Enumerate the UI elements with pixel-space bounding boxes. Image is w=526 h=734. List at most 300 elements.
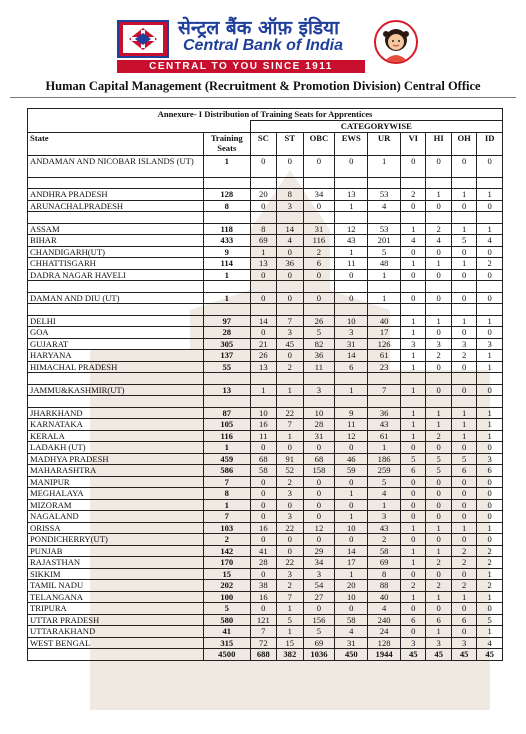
category-cell: 0 <box>401 200 426 212</box>
category-cell: 0 <box>451 269 476 281</box>
category-cell: 4 <box>401 235 426 247</box>
category-cell: 1 <box>277 430 303 442</box>
col-header-hi: HI <box>426 132 451 155</box>
category-cell: 0 <box>277 292 303 304</box>
state-cell: UTTAR PRADESH <box>28 614 204 626</box>
state-cell <box>28 212 204 224</box>
category-cell: 31 <box>303 430 335 442</box>
category-cell: 1 <box>477 223 503 235</box>
category-cell: 0 <box>426 488 451 500</box>
category-cell: 1 <box>451 430 476 442</box>
table-row <box>28 246 503 258</box>
category-cell <box>401 304 426 316</box>
category-cell: 3 <box>277 200 303 212</box>
table-row <box>28 580 503 592</box>
category-cell: 43 <box>368 522 401 534</box>
table-row <box>28 338 503 350</box>
category-cell: 10 <box>335 315 368 327</box>
state-cell: ANDAMAN AND NICOBAR ISLANDS (UT) <box>28 155 204 177</box>
seats-cell <box>203 373 250 385</box>
categorywise-header: CATEGORYWISE <box>250 121 502 133</box>
category-cell: 0 <box>477 603 503 615</box>
category-cell: 34 <box>303 189 335 201</box>
category-cell: 0 <box>451 626 476 638</box>
seats-cell: 9 <box>203 246 250 258</box>
category-cell: 0 <box>277 350 303 362</box>
category-cell: 5 <box>368 476 401 488</box>
state-cell <box>28 281 204 293</box>
column-header-row <box>28 132 503 155</box>
state-cell <box>28 177 204 189</box>
category-cell: 14 <box>250 315 276 327</box>
seats-cell: 87 <box>203 407 250 419</box>
category-cell <box>451 373 476 385</box>
category-cell <box>401 177 426 189</box>
seats-cell: 118 <box>203 223 250 235</box>
category-cell: 1 <box>335 246 368 258</box>
category-cell <box>277 177 303 189</box>
state-cell: JAMMU&KASHMIR(UT) <box>28 384 204 396</box>
total-category-cell: 45 <box>401 649 426 661</box>
state-cell: DADRA NAGAR HAVELI <box>28 269 204 281</box>
spacer-row <box>28 304 503 316</box>
category-cell: 88 <box>368 580 401 592</box>
category-cell: 72 <box>250 637 276 649</box>
category-cell <box>335 177 368 189</box>
category-cell <box>401 281 426 293</box>
category-cell <box>250 177 276 189</box>
category-cell: 43 <box>368 419 401 431</box>
category-cell: 11 <box>303 361 335 373</box>
category-cell: 36 <box>303 350 335 362</box>
category-cell: 22 <box>277 522 303 534</box>
category-cell <box>303 177 335 189</box>
state-cell: KARNATAKA <box>28 419 204 431</box>
category-cell: 6 <box>451 465 476 477</box>
state-cell: PUNJAB <box>28 545 204 557</box>
category-cell: 10 <box>335 522 368 534</box>
category-cell: 0 <box>477 327 503 339</box>
category-cell: 2 <box>401 580 426 592</box>
category-cell: 3 <box>426 637 451 649</box>
category-cell: 1 <box>426 407 451 419</box>
seats-cell: 202 <box>203 580 250 592</box>
seats-cell: 1 <box>203 442 250 454</box>
col-header-vi: VI <box>401 132 426 155</box>
category-cell: 2 <box>277 361 303 373</box>
category-cell: 0 <box>303 603 335 615</box>
category-cell: 12 <box>335 430 368 442</box>
category-cell: 0 <box>451 200 476 212</box>
category-cell: 1 <box>401 430 426 442</box>
category-cell: 1 <box>477 626 503 638</box>
title-divider <box>10 97 516 98</box>
category-cell: 1 <box>401 591 426 603</box>
category-cell <box>426 177 451 189</box>
category-cell: 1 <box>401 384 426 396</box>
category-cell: 29 <box>303 545 335 557</box>
category-cell: 0 <box>451 499 476 511</box>
category-cell: 16 <box>250 419 276 431</box>
cbi-logo-icon <box>117 20 169 58</box>
category-cell: 1 <box>401 407 426 419</box>
state-cell: ARUNACHALPRADESH <box>28 200 204 212</box>
category-cell: 5 <box>401 453 426 465</box>
category-cell: 1 <box>451 189 476 201</box>
category-cell: 3 <box>277 511 303 523</box>
category-cell: 3 <box>426 338 451 350</box>
col-header-oh: OH <box>451 132 476 155</box>
state-cell: KERALA <box>28 430 204 442</box>
category-cell: 9 <box>335 407 368 419</box>
category-cell: 1 <box>335 384 368 396</box>
category-cell <box>335 396 368 408</box>
category-cell: 0 <box>401 626 426 638</box>
category-cell <box>368 304 401 316</box>
category-cell: 0 <box>451 361 476 373</box>
category-cell: 0 <box>401 603 426 615</box>
category-cell: 0 <box>426 327 451 339</box>
category-cell: 2 <box>477 545 503 557</box>
category-cell: 1 <box>401 315 426 327</box>
seats-cell: 1 <box>203 155 250 177</box>
category-cell <box>303 304 335 316</box>
state-cell: MANIPUR <box>28 476 204 488</box>
spacer-row <box>28 281 503 293</box>
category-cell: 1 <box>451 419 476 431</box>
category-cell: 5 <box>277 614 303 626</box>
category-cell: 26 <box>250 350 276 362</box>
category-cell <box>250 304 276 316</box>
category-cell: 1 <box>368 269 401 281</box>
state-cell: WEST BENGAL <box>28 637 204 649</box>
category-cell: 1 <box>426 626 451 638</box>
col-header-st: ST <box>277 132 303 155</box>
state-cell: TELANGANA <box>28 591 204 603</box>
category-cell: 0 <box>401 246 426 258</box>
category-cell: 0 <box>477 442 503 454</box>
category-cell: 1 <box>368 155 401 177</box>
category-cell: 2 <box>477 258 503 270</box>
category-cell <box>250 281 276 293</box>
letterhead <box>0 0 526 75</box>
category-cell: 1 <box>451 407 476 419</box>
state-cell: RAJASTHAN <box>28 557 204 569</box>
category-cell: 31 <box>335 637 368 649</box>
header-spacer-cell <box>28 121 251 133</box>
category-cell <box>477 281 503 293</box>
category-cell: 1 <box>477 591 503 603</box>
category-cell: 2 <box>368 534 401 546</box>
category-cell: 0 <box>477 476 503 488</box>
category-cell: 68 <box>250 453 276 465</box>
table-row <box>28 626 503 638</box>
category-cell: 2 <box>277 476 303 488</box>
category-cell: 2 <box>451 557 476 569</box>
category-cell: 0 <box>335 534 368 546</box>
category-cell: 58 <box>335 614 368 626</box>
category-cell: 22 <box>277 407 303 419</box>
category-cell: 12 <box>335 223 368 235</box>
category-cell: 54 <box>303 580 335 592</box>
category-cell: 259 <box>368 465 401 477</box>
state-cell: MEGHALAYA <box>28 488 204 500</box>
category-cell: 1 <box>401 522 426 534</box>
table-row <box>28 465 503 477</box>
category-cell: 0 <box>426 155 451 177</box>
category-cell: 0 <box>250 155 276 177</box>
table-row <box>28 568 503 580</box>
state-cell: ANDHRA PRADESH <box>28 189 204 201</box>
category-cell: 0 <box>451 442 476 454</box>
category-cell: 3 <box>401 637 426 649</box>
total-category-cell: 450 <box>335 649 368 661</box>
category-cell: 5 <box>303 327 335 339</box>
category-cell: 0 <box>250 200 276 212</box>
category-cell: 41 <box>250 545 276 557</box>
category-cell: 2 <box>477 557 503 569</box>
category-cell: 1 <box>477 430 503 442</box>
category-cell <box>401 396 426 408</box>
seats-cell <box>203 281 250 293</box>
category-cell: 1 <box>368 442 401 454</box>
category-cell: 0 <box>303 200 335 212</box>
category-cell: 1 <box>426 189 451 201</box>
category-cell: 0 <box>401 488 426 500</box>
category-cell: 43 <box>335 235 368 247</box>
total-category-cell: 382 <box>277 649 303 661</box>
category-cell: 68 <box>303 453 335 465</box>
seats-cell: 170 <box>203 557 250 569</box>
category-cell: 28 <box>303 419 335 431</box>
category-cell: 12 <box>303 522 335 534</box>
category-cell: 1 <box>401 361 426 373</box>
total-category-cell: 1036 <box>303 649 335 661</box>
category-cell: 3 <box>303 568 335 580</box>
category-cell: 69 <box>250 235 276 247</box>
category-cell: 2 <box>426 580 451 592</box>
state-cell: MAHARASHTRA <box>28 465 204 477</box>
state-cell <box>28 396 204 408</box>
seats-cell: 2 <box>203 534 250 546</box>
category-cell: 0 <box>250 499 276 511</box>
category-cell <box>477 212 503 224</box>
category-cell: 0 <box>277 499 303 511</box>
table-row <box>28 315 503 327</box>
category-cell: 40 <box>368 315 401 327</box>
category-cell: 3 <box>477 338 503 350</box>
category-cell: 0 <box>401 511 426 523</box>
category-cell: 3 <box>277 488 303 500</box>
category-cell: 0 <box>451 568 476 580</box>
category-cell: 0 <box>277 155 303 177</box>
category-cell: 0 <box>426 499 451 511</box>
category-cell: 4 <box>477 637 503 649</box>
state-cell: DELHI <box>28 315 204 327</box>
state-cell: BIHAR <box>28 235 204 247</box>
category-cell: 1 <box>401 350 426 362</box>
category-cell: 4 <box>368 603 401 615</box>
category-cell: 0 <box>335 155 368 177</box>
table-row <box>28 384 503 396</box>
category-cell: 53 <box>368 189 401 201</box>
category-cell <box>477 396 503 408</box>
mascot-girl-icon <box>374 20 418 64</box>
state-cell: ASSAM <box>28 223 204 235</box>
category-cell: 0 <box>426 292 451 304</box>
category-cell <box>335 373 368 385</box>
category-cell <box>277 304 303 316</box>
category-cell: 4 <box>368 200 401 212</box>
category-cell: 0 <box>401 155 426 177</box>
category-cell: 1 <box>277 603 303 615</box>
category-cell: 1 <box>426 591 451 603</box>
seats-cell: 105 <box>203 419 250 431</box>
category-cell: 0 <box>426 442 451 454</box>
state-cell: GUJARAT <box>28 338 204 350</box>
category-cell: 0 <box>250 327 276 339</box>
state-cell: CHANDIGARH(UT) <box>28 246 204 258</box>
category-cell: 1 <box>426 545 451 557</box>
state-cell: SIKKIM <box>28 568 204 580</box>
category-cell: 28 <box>250 557 276 569</box>
category-cell: 0 <box>451 476 476 488</box>
category-cell: 0 <box>451 488 476 500</box>
category-cell: 1 <box>477 189 503 201</box>
category-cell: 4 <box>277 235 303 247</box>
seats-cell: 28 <box>203 327 250 339</box>
table-row <box>28 327 503 339</box>
state-cell: CHHATTISGARH <box>28 258 204 270</box>
category-cell: 0 <box>451 327 476 339</box>
table-row <box>28 522 503 534</box>
table-row <box>28 200 503 212</box>
state-cell: NAGALAND <box>28 511 204 523</box>
table-row <box>28 292 503 304</box>
category-cell: 27 <box>303 591 335 603</box>
category-cell: 48 <box>368 258 401 270</box>
category-cell: 24 <box>368 626 401 638</box>
category-cell: 14 <box>335 545 368 557</box>
category-cell: 128 <box>368 637 401 649</box>
category-cell: 0 <box>451 246 476 258</box>
category-cell <box>303 396 335 408</box>
category-cell: 6 <box>477 465 503 477</box>
category-cell: 17 <box>368 327 401 339</box>
total-category-cell: 688 <box>250 649 276 661</box>
category-cell: 158 <box>303 465 335 477</box>
category-cell <box>335 212 368 224</box>
category-cell: 58 <box>368 545 401 557</box>
table-row <box>28 442 503 454</box>
category-cell: 0 <box>303 488 335 500</box>
category-cell: 0 <box>401 476 426 488</box>
category-cell: 0 <box>426 603 451 615</box>
category-cell: 1 <box>451 258 476 270</box>
seats-cell: 100 <box>203 591 250 603</box>
category-cell: 8 <box>277 189 303 201</box>
seats-cell: 55 <box>203 361 250 373</box>
category-cell: 31 <box>303 223 335 235</box>
category-cell: 2 <box>277 580 303 592</box>
category-cell <box>426 281 451 293</box>
category-cell <box>335 304 368 316</box>
state-cell <box>28 304 204 316</box>
category-cell: 201 <box>368 235 401 247</box>
seats-cell <box>203 304 250 316</box>
state-cell: DAMAN AND DIU (UT) <box>28 292 204 304</box>
state-cell: TRIPURA <box>28 603 204 615</box>
category-cell: 2 <box>426 350 451 362</box>
category-cell: 0 <box>335 442 368 454</box>
table-row <box>28 361 503 373</box>
state-cell: TAMIL NADU <box>28 580 204 592</box>
category-cell: 10 <box>303 407 335 419</box>
category-cell: 6 <box>451 614 476 626</box>
category-cell: 0 <box>477 200 503 212</box>
category-cell: 58 <box>250 465 276 477</box>
category-cell: 7 <box>250 626 276 638</box>
category-cell: 1 <box>426 258 451 270</box>
category-cell: 20 <box>250 189 276 201</box>
category-cell: 1 <box>477 568 503 580</box>
spacer-row <box>28 212 503 224</box>
category-cell: 59 <box>335 465 368 477</box>
category-cell: 0 <box>426 246 451 258</box>
category-cell <box>277 212 303 224</box>
state-cell: MADHYA PRADESH <box>28 453 204 465</box>
category-cell: 26 <box>303 315 335 327</box>
category-cell: 3 <box>451 338 476 350</box>
category-cell: 3 <box>401 338 426 350</box>
category-cell <box>368 177 401 189</box>
category-cell: 0 <box>303 476 335 488</box>
category-cell: 1 <box>401 327 426 339</box>
state-cell: GOA <box>28 327 204 339</box>
category-cell: 1 <box>401 258 426 270</box>
category-cell: 0 <box>451 292 476 304</box>
category-cell: 1 <box>401 545 426 557</box>
category-cell: 14 <box>277 223 303 235</box>
table-row <box>28 407 503 419</box>
category-cell: 36 <box>277 258 303 270</box>
category-cell: 15 <box>277 637 303 649</box>
category-cell: 16 <box>250 522 276 534</box>
category-cell: 1 <box>451 223 476 235</box>
category-cell: 156 <box>303 614 335 626</box>
category-cell: 3 <box>477 453 503 465</box>
seats-cell: 1 <box>203 499 250 511</box>
category-cell: 1 <box>477 361 503 373</box>
category-cell: 1 <box>335 488 368 500</box>
category-cell: 0 <box>303 511 335 523</box>
table-row <box>28 557 503 569</box>
table-row <box>28 591 503 603</box>
category-cell: 186 <box>368 453 401 465</box>
table-row <box>28 223 503 235</box>
seats-cell: 142 <box>203 545 250 557</box>
col-header-obc: OBC <box>303 132 335 155</box>
category-cell: 1 <box>477 522 503 534</box>
table-row <box>28 499 503 511</box>
category-cell: 0 <box>335 292 368 304</box>
category-cell: 61 <box>368 350 401 362</box>
table-row <box>28 637 503 649</box>
category-cell: 52 <box>277 465 303 477</box>
category-cell: 36 <box>368 407 401 419</box>
category-cell: 0 <box>303 155 335 177</box>
category-cell <box>477 177 503 189</box>
